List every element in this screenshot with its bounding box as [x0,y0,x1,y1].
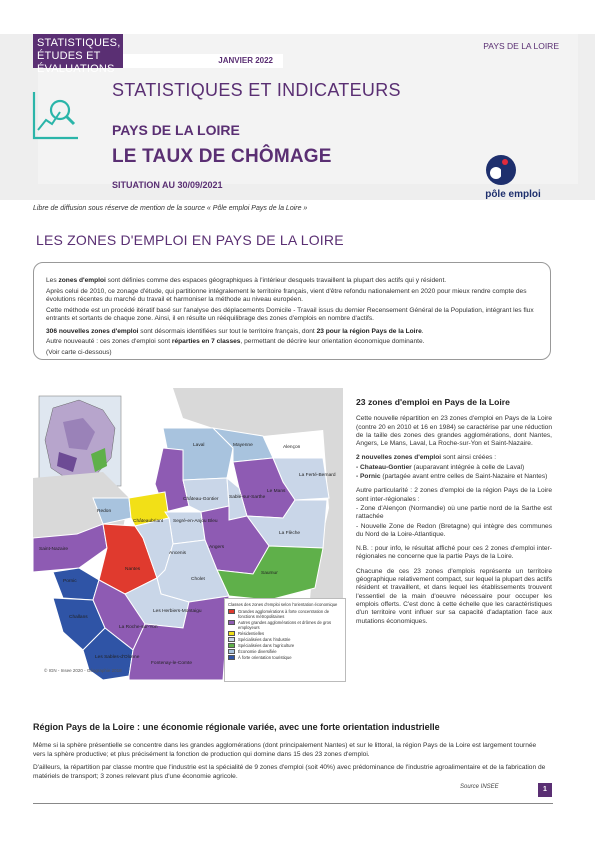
map-label: Saint-Nazaire [39,547,69,552]
legend-label: À forte orientation touristique [238,655,292,660]
legend-swatch [228,620,235,625]
legend-label: Résidentielles [238,631,265,636]
section-title: LES ZONES D'EMPLOI EN PAYS DE LA LOIRE [36,232,344,248]
map-label: Pornic [63,579,77,584]
legend-label: Grandes agglomérations à forte concentration de fonctions métropolitaines [238,609,330,619]
right-column-title: 23 zones d'emploi en Pays de la Loire [356,397,510,407]
intro-text: Les [46,277,59,284]
map-label: Cholet [191,577,205,582]
right-paragraph: Autre particularité : 2 zones d'emploi de la région Pays de la Loire sont inter-régionales : [356,487,552,503]
right-bullet: - Zone d'Alençon (Normandie) où une partie nord de la Sarthe est rattachée [356,504,552,521]
map-legend [224,598,346,682]
intro-text: Autre nouveauté : ces zones d'emploi sont [46,338,172,345]
intro-text: sont désormais identifiées sur tout le territoire français, dont [138,327,317,335]
legend-swatch [228,637,235,642]
map-label: La Ferté-Bernard [299,473,336,478]
right-text: sont ainsi créées : [441,454,497,462]
map-label: Alençon [283,445,301,450]
right-bold: - Pornic [356,473,381,481]
legend-swatch [228,643,235,648]
right-bold: - Chateau-Gontier [356,463,412,471]
legend-item [228,637,342,642]
intro-paragraph-5 [46,338,542,347]
map-label: Les Herbiers-Montaigu [153,609,202,614]
legend-item [228,631,342,636]
doc-type-title: STATISTIQUES ET INDICATEURS [112,80,401,100]
map-label: Le Mans [267,489,286,494]
legend-item [228,620,342,630]
intro-box [33,262,551,360]
map-label: Redon [97,509,112,514]
intro-paragraph-2: Après celui de 2010, ce zonage d'étude, qui partitionne intégralement le territoire français, vient d'être refondu nationalement en 2020 pour mieux rendre compte des évolutions récentes du marché du travail et harmoniser la méthode au niveau européen. [46,287,527,303]
map-label: Segré-en-Anjou Bleu [173,519,218,524]
region-name: PAYS DE LA LOIRE [112,122,240,138]
intro-bold: zones d'emploi [58,277,106,284]
intro-bold: réparties en 7 classes [171,338,241,345]
situation-date: SITUATION AU 30/09/2021 [112,180,223,190]
legend-label: Autres grandes agglomérations et drômes de gros employeurs [238,620,332,630]
map-label: La Roche-sur-Yon [119,625,158,630]
legend-swatch [228,655,235,660]
magnifier-chart-icon [30,90,82,142]
series-label: STATISTIQUES, ÉTUDES ET ÉVALUATIONS [33,34,123,68]
legend-swatch [228,631,235,636]
right-bullet: - Nouvelle Zone de Redon (Bretagne) qui intègre des communes du Nord de la Loire-Atlantique. [356,522,552,538]
right-paragraph: Chacune de ces 23 zones d'emplois représente un territoire géographique relativement compact, sur lequel la plupart des actifs résident et travaillent, et dans lequel les établissements trouvent l'essentiel de la main d'oeuvre nécessaire pour occuper les emplois offerts. C'est donc à cette échelle que les caractéristiques d'un territoire vont influer sur sa capacité d'adaptation face aux mutations économiques. [356,567,552,625]
map-label: Mayenne [233,443,253,448]
right-bullet [356,464,552,472]
right-bold: 2 nouvelles zones d'emploi [356,454,442,462]
right-paragraph: N.B. : pour info, le résultat affiché pour ces 2 zones d'emploi inter-régionales ne concerne que la partie Pays de la Loire. [356,545,552,561]
region-label-top: PAYS DE LA LOIRE [483,41,559,51]
legend-swatch [228,609,235,614]
right-paragraph [356,454,552,462]
bottom-section-text [33,742,547,786]
intro-paragraph-3: Cette méthode est un procédé itératif basé sur l'analyse des déplacements Domicile - Travail issus du dernier Recensement Général de la Population, intégrant les flux entrants et sortants de chaque zone. Ainsi, il en résulte un rééquilibrage des zones d'emplois en nombre d'actifs. [46,306,534,322]
map-label: Nantes [125,567,141,572]
source-note: Source INSEE [460,784,499,790]
map-label: Ancenis [169,551,187,556]
pole-emploi-label: pôle emploi [485,189,541,200]
intro-text: , permettant de décrire leur orientation économique dominante. [240,338,425,345]
bottom-section-title: Région Pays de la Loire : une économie régionale variée, avec une forte orientation industrielle [33,722,440,732]
legend-item [228,643,342,648]
page-number: 1 [538,783,552,797]
legend-item [228,609,342,619]
legend-label: Économie diversifiée [238,649,277,654]
map-label: Angers [209,545,225,550]
page-title: LE TAUX DE CHÔMAGE [112,146,332,167]
map-label: Challans [69,615,88,620]
map-label: Sablé-sur-Sarthe [229,495,266,500]
bottom-paragraph: D'ailleurs, la répartition par classe montre que l'industrie est la spécialité de 9 zones d'emploi (soit 40%) avec prédominance de l'industrie agroalimentaire et de la fabrication de matériels de transport; 3 zones relevant plus d'une économie agricole. [33,764,546,780]
legend-swatch [228,649,235,654]
diffusion-notice: Libre de diffusion sous réserve de mention de la source « Pôle emploi Pays de la Loire » [33,205,308,212]
intro-text: sont définies comme des espaces géographiques à l'intérieur desquels travaillent la plupart des actifs qui y résident. [105,277,447,284]
legend-label: Spécialisées dans l'agriculture [238,643,295,648]
intro-text: . [421,327,424,335]
map-label: Saumur [261,571,278,576]
intro-bold: 306 nouvelles zones d'emploi [46,327,139,335]
bottom-paragraph: Même si la sphère présentielle se concentre dans les grandes agglomérations (dont principalement Nantes) et sur le littoral, la région Pays de la Loire est largement tournée vers la sphère productive; et plus précisément la fonction de production qui domine dans 15 des 23 zones d'emploi. [33,742,537,758]
publication-date: JANVIER 2022 [123,54,283,68]
map-label: La Flèche [279,531,301,536]
intro-bold: 23 pour la région Pays de la Loire [316,327,422,335]
right-text: (auparavant intégrée à celle de Laval) [411,463,525,471]
map-label: Châteaubriant [133,519,164,524]
map-label: Fontenay-le-Comte [151,661,193,666]
right-paragraph: Cette nouvelle répartition en 23 zones d'emploi en Pays de la Loire (contre 20 en 2010 et 16 en 1984) se caractérise par une réduction de la taille des zones des grandes agglomérations, dont Nantes, Angers, Le Mans, Laval, La Roche-sur-Yon et Saint-Nazaire. [356,415,552,448]
legend-title: Classes des zones d'emploi selon l'orientation économique [228,602,338,607]
right-text: (partagée avant entre celles de Saint-Nazaire et Nantes) [380,473,548,481]
map-credit: © IGN - Insee 2020 - Géographie 2018 [44,668,122,673]
map-label: Château-Gontier [183,497,219,502]
legend-item [228,655,342,660]
right-column [356,398,552,632]
map-label: Les Sables-d'Olonne [95,655,140,660]
legend-item [228,649,342,654]
intro-paragraph-1 [46,277,542,286]
map-label: Laval [193,443,205,448]
right-bullet [356,473,552,481]
intro-paragraph-4 [46,328,542,337]
intro-paragraph-6: (Voir carte ci-dessous) [46,348,112,356]
legend-label: Spécialisées dans l'industrie [238,637,291,642]
